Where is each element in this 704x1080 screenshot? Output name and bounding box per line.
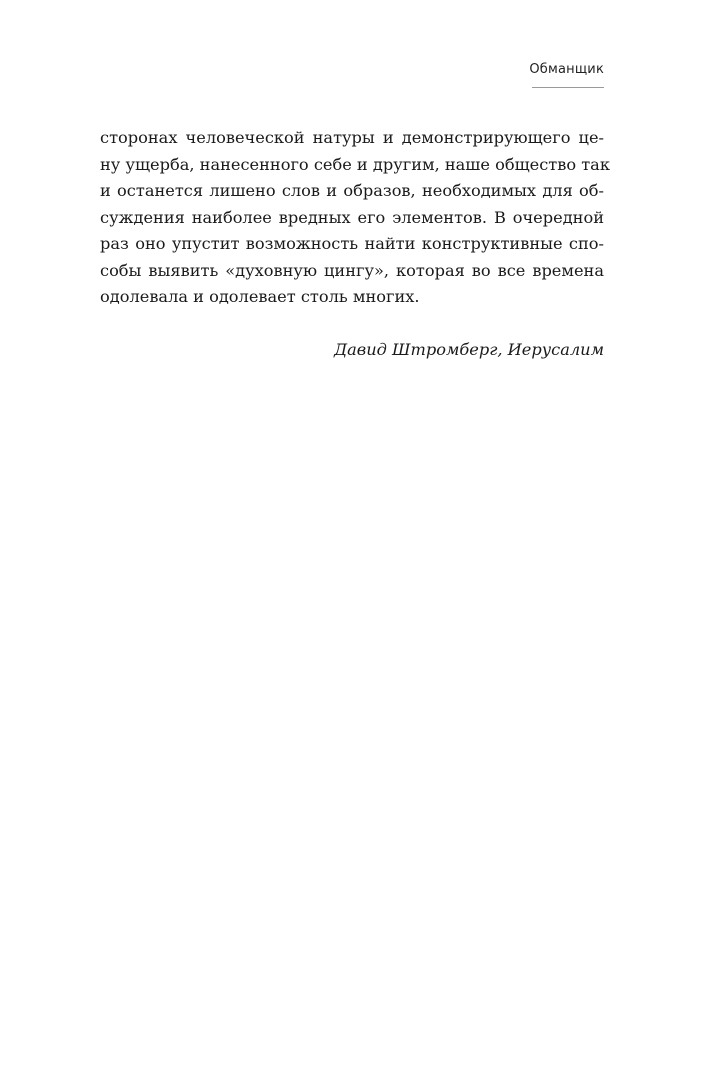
body-line: собы выявить «духовную цингу», которая во все времена — [100, 260, 604, 280]
header-divider — [532, 87, 604, 88]
body-paragraph — [100, 125, 610, 311]
body-line: одолевала и одолевает столь многих. — [100, 287, 420, 306]
body-line: раз оно упустит возможность найти конструктивные спо- — [100, 234, 604, 253]
body-line: сторонах человеческой натуры и демонстрирующего це- — [100, 128, 604, 147]
author-signature: Давид Штромберг, Иерусалим — [333, 340, 604, 359]
body-line: ну ущерба, нанесенного себе и другим, наше общество так — [100, 154, 610, 174]
body-line: и останется лишено слов и образов, необходимых для об- — [100, 181, 604, 200]
body-line: суждения наиболее вредных его элементов. В очередной — [100, 207, 604, 227]
running-header-title: Обманщик — [529, 62, 604, 77]
